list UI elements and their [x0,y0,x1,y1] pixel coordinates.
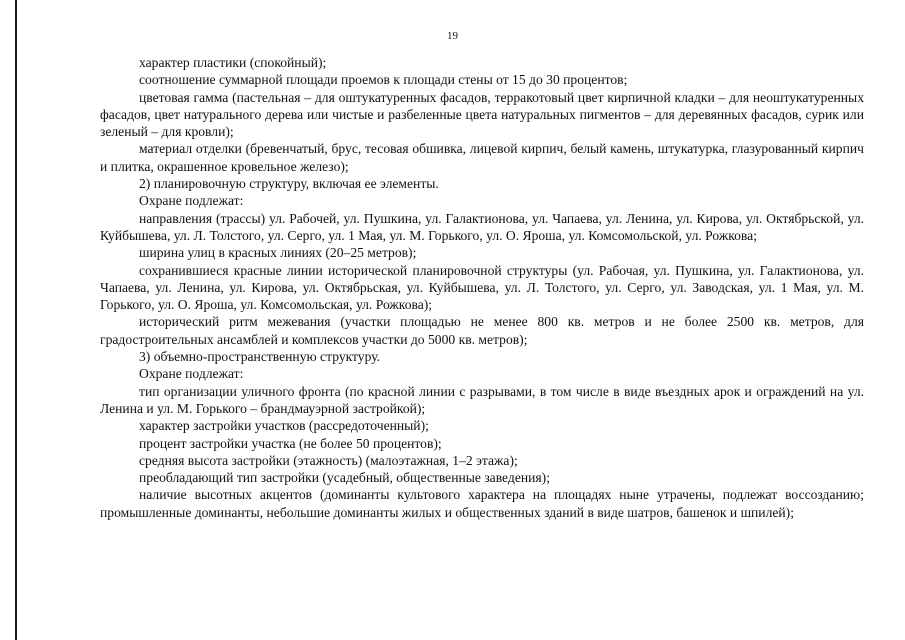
paragraph-prevailing-type: преобладающий тип застройки (усадебный, общественные заведения); [139,470,550,486]
paragraph-red-lines: сохранившиеся красные линии исторической планировочной структуры (ул. Рабочая, ул. Пушкина, ул. Галактионова, ул. Чапаева, ул. Ленина, ул. Кирова, ул. Октябрьская, ул. Куйбышева, ул. Л. Толстого, ул. Серго, ул. Заводская, ул. 1 Мая, ул. М. Горького, ул. О. Яроша, ул. Комсомольская, ул. Рожкова); [100,262,864,313]
paragraph-high-accents: наличие высотных акцентов (доминанты культового характера на площадях ныне утрачены, подлежат воссозданию; промышленные доминанты, небольшие доминанты жилых и общественных зданий в виде шатров, башенок и шпилей); [100,487,864,520]
paragraph-average-height: средняя высота застройки (этажность) (малоэтажная, 1–2 этажа); [139,452,518,468]
document-body [100,54,864,521]
paragraph-street-directions: направления (трассы) ул. Рабочей, ул. Пушкина, ул. Галактионова, ул. Чапаева, ул. Ленина, ул. Кирова, ул. Октябрьской, ул. Куйбышева, ул. Л. Толстого, ул. Серго, ул. 1 Мая, ул. М. Горького, ул. О. Яроша, ул. Комсомольской, ул. Рожкова; [100,210,864,243]
paragraph-plasticity: характер пластики (спокойный); [139,55,327,70]
paragraph-finish-material: материал отделки (бревенчатый, брус, тесовая обшивка, лицевой кирпич, белый камень, штукатурка, глазурованный кирпич и плитка, окрашенное кровельное железо); [100,141,864,174]
paragraph-development-percent: процент застройки участка (не более 50 процентов); [139,435,442,451]
paragraph-color-palette: цветовая гамма (пастельная – для оштукатуренных фасадов, терракотовый цвет кирпичной кладки – для неоштукатуренных фасадов, цвет натурального дерева или чистые и разбеленные цвета натуральных пигментов – для деревянных фасадов, сурик или зеленый – для кровли); [100,89,864,140]
paragraph-volume-structure: 3) объемно-пространственную структуру. [139,349,381,365]
paragraph-planning-structure: 2) планировочную структуру, включая ее элементы. [139,176,439,192]
paragraph-street-front: тип организации уличного фронта (по красной линии с разрывами, в том числе в виде въездных арок и ограждений на ул. Ленина и ул. М. Горького – брандмауэрной застройкой); [100,383,864,416]
paragraph-development-character: характер застройки участков (рассредоточенный); [139,418,429,434]
page-left-border [15,0,17,640]
paragraph-protected-heading: Охране подлежат: [139,193,244,209]
page-number: 19 [447,30,458,42]
paragraph-street-width: ширина улиц в красных линиях (20–25 метров); [139,245,417,261]
paragraph-plot-rhythm: исторический ритм межевания (участки площадью не менее 800 кв. метров и не более 2500 кв. метров, для градостроительных ансамблей и комплексов участки до 5000 кв. метров); [100,314,864,347]
paragraph-protected-heading-2: Охране подлежат: [139,366,244,382]
paragraph-openings-ratio: соотношение суммарной площади проемов к площади стены от 15 до 30 процентов; [139,72,628,88]
